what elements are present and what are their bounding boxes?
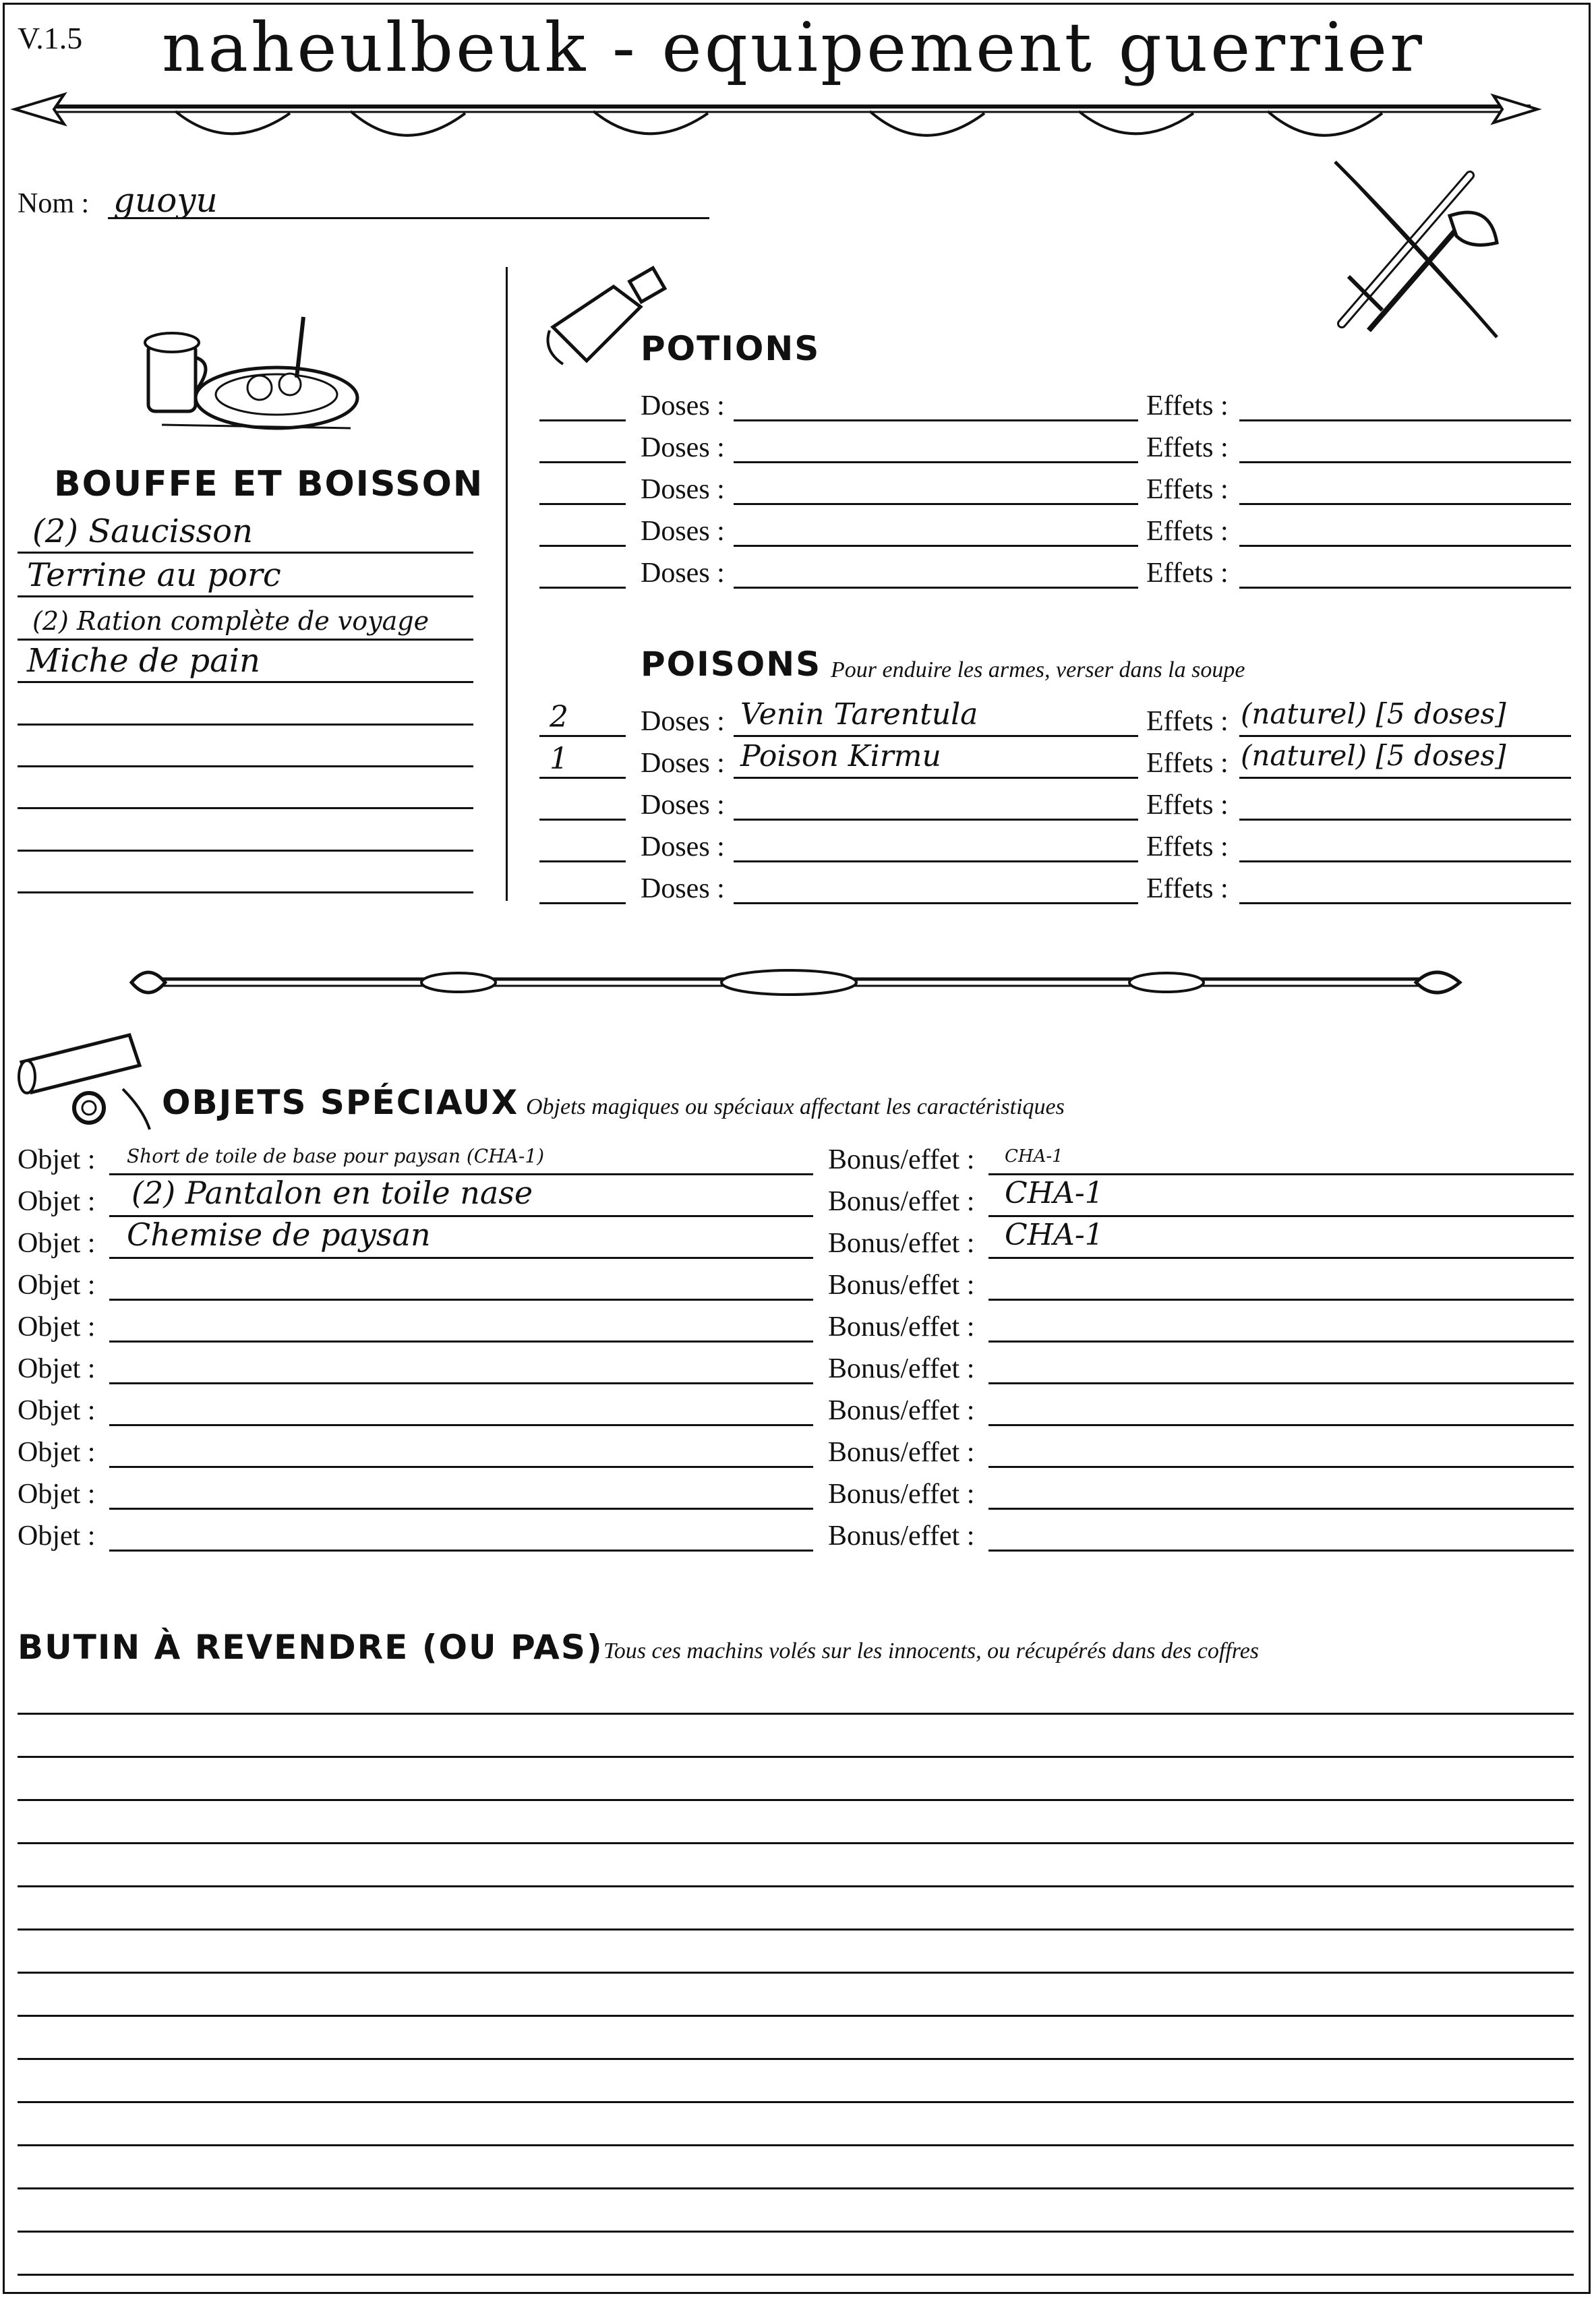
objet-label: Objet : (18, 1521, 96, 1552)
name-line (108, 217, 709, 219)
objet-line (109, 1424, 813, 1426)
doses-label: Doses : (641, 474, 725, 505)
effets-label: Effets : (1146, 558, 1229, 589)
objet-label: Objet : (18, 1312, 96, 1343)
quantity-line (539, 419, 626, 421)
name-value[interactable]: guoyu (113, 181, 218, 220)
doses-line (734, 902, 1138, 904)
food-line (18, 850, 473, 852)
bonus-label: Bonus/effet : (828, 1228, 975, 1259)
loot-line (18, 2015, 1574, 2017)
objet-line (109, 1382, 813, 1384)
doses-line (734, 735, 1138, 737)
effets-label: Effets : (1146, 432, 1229, 463)
bonus-line (988, 1340, 1574, 1343)
weapons-illustration (1322, 155, 1524, 344)
objet-line (109, 1508, 813, 1510)
food-line (18, 765, 473, 767)
quantity-line (539, 902, 626, 904)
doses-label: Doses : (641, 790, 725, 821)
loot-line (18, 1885, 1574, 1887)
doses-line (734, 419, 1138, 421)
effets-label: Effets : (1146, 516, 1229, 547)
bonus-line (988, 1550, 1574, 1552)
bonus-label: Bonus/effet : (828, 1437, 975, 1468)
food-item[interactable]: Miche de pain (27, 642, 260, 680)
bonus-label: Bonus/effet : (828, 1186, 975, 1217)
effets-value[interactable]: (naturel) [5 doses] (1241, 697, 1506, 730)
effets-label: Effets : (1146, 873, 1229, 904)
food-item[interactable]: (2) Saucisson (32, 512, 253, 550)
bonus-label: Bonus/effet : (828, 1270, 975, 1301)
loot-line (18, 1713, 1574, 1715)
effets-line (1239, 503, 1571, 505)
doses-line (734, 860, 1138, 862)
objet-line (109, 1257, 813, 1259)
quantity-value[interactable]: 1 (550, 742, 568, 776)
objet-value[interactable]: (2) Pantalon en toile nase (131, 1175, 533, 1211)
bonus-line (988, 1257, 1574, 1259)
poisons-subtitle: Pour enduire les armes, verser dans la soupe (831, 657, 1245, 682)
doses-line (734, 461, 1138, 463)
objet-label: Objet : (18, 1270, 96, 1301)
quantity-line (539, 819, 626, 821)
objet-label: Objet : (18, 1144, 96, 1175)
quantity-line (539, 735, 626, 737)
loot-line (18, 2144, 1574, 2146)
objet-line (109, 1466, 813, 1468)
doses-label: Doses : (641, 558, 725, 589)
food-illustration (135, 303, 364, 438)
effets-line (1239, 902, 1571, 904)
effets-line (1239, 819, 1571, 821)
loot-line (18, 2231, 1574, 2233)
quantity-line (539, 587, 626, 589)
bonus-label: Bonus/effet : (828, 1395, 975, 1426)
loot-line (18, 1756, 1574, 1758)
bonus-line (988, 1382, 1574, 1384)
loot-line (18, 2274, 1574, 2276)
scroll-ring-icon (15, 1028, 150, 1136)
bonus-line (988, 1466, 1574, 1468)
effets-label: Effets : (1146, 390, 1229, 421)
effets-line (1239, 419, 1571, 421)
doses-label: Doses : (641, 748, 725, 779)
doses-label: Doses : (641, 706, 725, 737)
objet-label: Objet : (18, 1228, 96, 1259)
staff-ornament (0, 958, 1596, 1011)
loot-line (18, 2058, 1574, 2060)
effets-label: Effets : (1146, 706, 1229, 737)
objet-value[interactable]: Chemise de paysan (127, 1216, 431, 1253)
food-item[interactable]: (2) Ration complète de voyage (32, 606, 430, 636)
objet-label: Objet : (18, 1437, 96, 1468)
food-line (18, 552, 473, 554)
bonus-line (988, 1215, 1574, 1217)
objet-label: Objet : (18, 1479, 96, 1510)
quantity-line (539, 461, 626, 463)
loot-heading: BUTIN À REVENDRE (OU PAS) (18, 1628, 603, 1667)
objet-line (109, 1340, 813, 1343)
effets-line (1239, 461, 1571, 463)
effets-line (1239, 735, 1571, 737)
objet-label: Objet : (18, 1186, 96, 1217)
doses-line (734, 587, 1138, 589)
bonus-line (988, 1424, 1574, 1426)
bonus-value[interactable]: CHA-1 (1005, 1218, 1104, 1252)
loot-line (18, 1842, 1574, 1844)
doses-label: Doses : (641, 873, 725, 904)
objet-line (109, 1550, 813, 1552)
doses-value[interactable]: Poison Kirmu (740, 739, 941, 773)
quantity-line (539, 545, 626, 547)
bonus-label: Bonus/effet : (828, 1353, 975, 1384)
loot-line (18, 1972, 1574, 1974)
bonus-line (988, 1508, 1574, 1510)
objet-value[interactable]: Short de toile de base pour paysan (CHA-1) (127, 1145, 545, 1167)
bonus-label: Bonus/effet : (828, 1479, 975, 1510)
effets-line (1239, 545, 1571, 547)
effets-line (1239, 587, 1571, 589)
bonus-value[interactable]: CHA-1 (1005, 1146, 1063, 1167)
special-heading: OBJETS SPÉCIAUX (162, 1083, 519, 1122)
quantity-value[interactable]: 2 (550, 700, 568, 734)
food-heading: BOUFFE ET BOISSON (54, 464, 484, 504)
food-line (18, 807, 473, 809)
effets-line (1239, 860, 1571, 862)
food-line (18, 595, 473, 597)
effets-value[interactable]: (naturel) [5 doses] (1241, 739, 1506, 772)
doses-line (734, 545, 1138, 547)
effets-label: Effets : (1146, 748, 1229, 779)
objet-label: Objet : (18, 1395, 96, 1426)
doses-label: Doses : (641, 432, 725, 463)
doses-line (734, 819, 1138, 821)
poisons-heading: POISONS (641, 645, 822, 684)
bonus-label: Bonus/effet : (828, 1521, 975, 1552)
bonus-label: Bonus/effet : (828, 1144, 975, 1175)
effets-label: Effets : (1146, 831, 1229, 862)
bonus-line (988, 1173, 1574, 1175)
special-subtitle: Objets magiques ou spéciaux affectant les caractéristiques (526, 1094, 1065, 1119)
name-label: Nom : (18, 188, 90, 219)
bonus-label: Bonus/effet : (828, 1312, 975, 1343)
spear-ornament-top (0, 0, 1596, 135)
loot-line (18, 2101, 1574, 2103)
quantity-line (539, 503, 626, 505)
quantity-line (539, 777, 626, 779)
food-line (18, 681, 473, 683)
objet-label: Objet : (18, 1353, 96, 1384)
doses-label: Doses : (641, 831, 725, 862)
loot-line (18, 1799, 1574, 1801)
loot-line (18, 2187, 1574, 2189)
bonus-line (988, 1299, 1574, 1301)
doses-line (734, 777, 1138, 779)
doses-label: Doses : (641, 390, 725, 421)
food-line (18, 639, 473, 641)
doses-value[interactable]: Venin Tarentula (740, 697, 978, 732)
loot-line (18, 1928, 1574, 1931)
effets-label: Effets : (1146, 790, 1229, 821)
food-item[interactable]: Terrine au porc (27, 556, 281, 594)
potions-heading: POTIONS (641, 329, 821, 368)
effets-line (1239, 777, 1571, 779)
column-divider (506, 267, 508, 901)
food-line (18, 724, 473, 726)
page-title: naheulbeuk - equipement guerrier (162, 8, 1425, 87)
food-line (18, 891, 473, 893)
quantity-line (539, 860, 626, 862)
version-label: V.1.5 (18, 21, 83, 55)
objet-line (109, 1299, 813, 1301)
loot-subtitle: Tous ces machins volés sur les innocents, ou récupérés dans des coffres (603, 1639, 1260, 1663)
effets-label: Effets : (1146, 474, 1229, 505)
doses-label: Doses : (641, 516, 725, 547)
bonus-value[interactable]: CHA-1 (1005, 1176, 1104, 1210)
doses-line (734, 503, 1138, 505)
